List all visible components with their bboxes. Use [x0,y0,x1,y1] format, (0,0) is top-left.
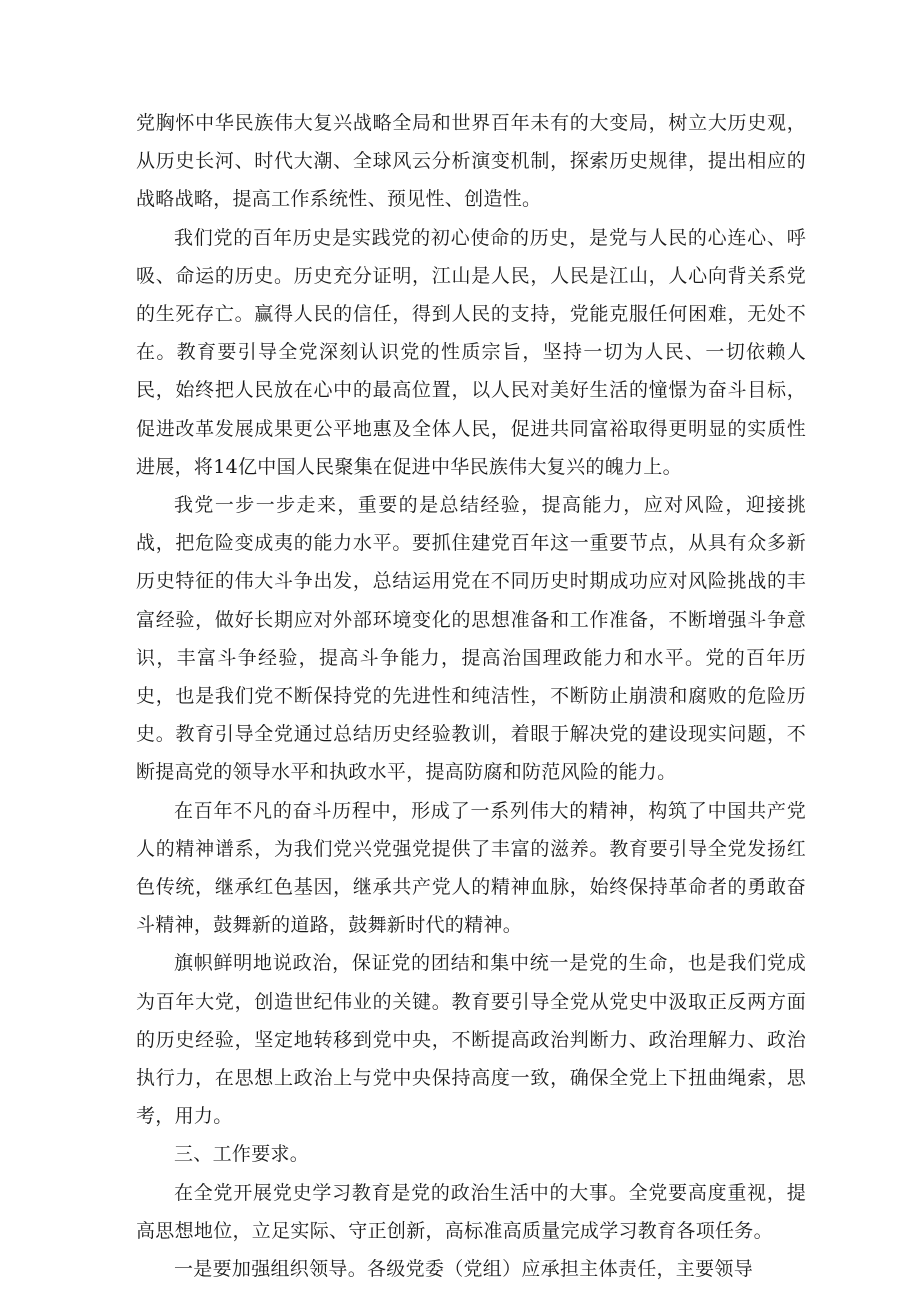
document-body [136,104,806,1288]
paragraph-8: 一是要加强组织领导。各级党委（党组）应承担主体责任，主要领导 [174,1258,754,1281]
paragraph-7: 在全党开展党史学习教育是党的政治生活中的大事。全党要高度重视，提高思想地位，立足实际、守正创新，高标准高质量完成学习教育各项任务。 [136,1181,806,1242]
paragraph-5: 旗帜鲜明地说政治，保证党的团结和集中统一是党的生命，也是我们党成为百年大党，创造世纪伟业的关键。教育要引导全党从党史中汲取正反两方面的历史经验，坚定地转移到党中央，不断提高政治判断力、政治理解力、政治执行力，在思想上政治上与党中央保持高度一致，确保全党上下扭曲绳索，思考，用力。 [136,952,806,1128]
section-heading: 三、工作要求。 [174,1143,310,1166]
paragraph-1: 党胸怀中华民族伟大复兴战略全局和世界百年未有的大变局，树立大历史观，从历史长河、时代大潮、全球风云分析演变机制，探索历史规律，提出相应的战略战略，提高工作系统性、预见性、创造性。 [136,112,806,211]
paragraph-3: 我党一步一步走来，重要的是总结经验，提高能力，应对风险，迎接挑战，把危险变成夷的能力水平。要抓住建党百年这一重要节点，从具有众多新历史特征的伟大斗争出发，总结运用党在不同历史时期成功应对风险挑战的丰富经验，做好长期应对外部环境变化的思想准备和工作准备，不断增强斗争意识，丰富斗争经验，提高斗争能力，提高治国理政能力和水平。党的百年历史，也是我们党不断保持党的先进性和纯洁性，不断防止崩溃和腐败的危险历史。教育引导全党通过总结历史经验教训，着眼于解决党的建设现实问题，不断提高党的领导水平和执政水平，提高防腐和防范风险的能力。 [136,494,806,784]
paragraph-4: 在百年不凡的奋斗历程中，形成了一系列伟大的精神，构筑了中国共产党人的精神谱系，为我们党兴党强党提供了丰富的滋养。教育要引导全党发扬红色传统，继承红色基因，继承共产党人的精神血脉，始终保持革命者的勇敢奋斗精神，鼓舞新的道路，鼓舞新时代的精神。 [136,799,806,937]
paragraph-2: 我们党的百年历史是实践党的初心使命的历史，是党与人民的心连心、呼吸、命运的历史。历史充分证明，江山是人民，人民是江山，人心向背关系党的生死存亡。赢得人民的信任，得到人民的支持，党能克服任何困难，无处不在。教育要引导全党深刻认识党的性质宗旨，坚持一切为人民、一切依赖人民，始终把人民放在心中的最高位置，以人民对美好生活的憧憬为奋斗目标，促进改革发展成果更公平地惠及全体人民，促进共同富裕取得更明显的实质性进展，将14亿中国人民聚集在促进中华民族伟大复兴的魄力上。 [136,226,806,478]
